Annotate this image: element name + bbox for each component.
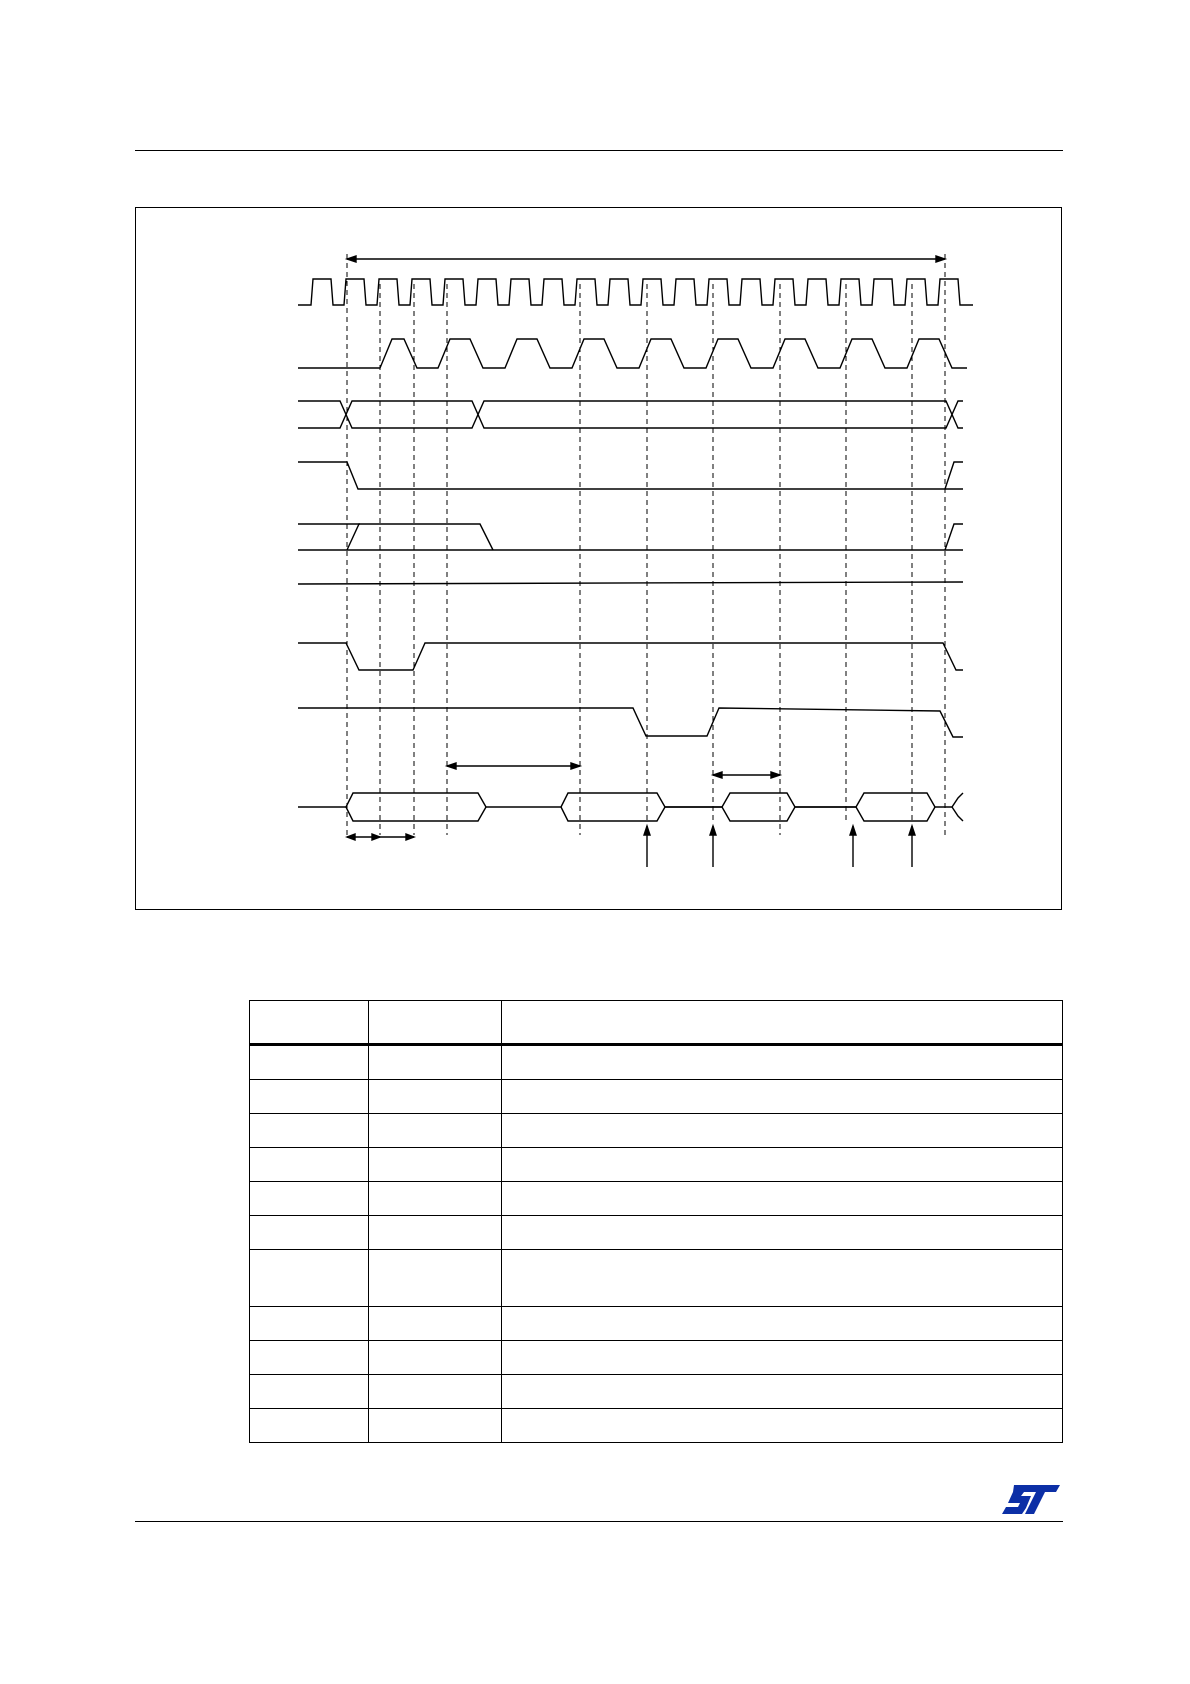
line-d-waveform [298,462,963,489]
table-cell [369,1409,502,1443]
table-header-cell [369,1001,502,1045]
clock-waveform [298,279,973,305]
table-row [250,1409,1063,1443]
table-cell [502,1409,1063,1443]
table-cell [369,1250,502,1307]
table-row [250,1182,1063,1216]
table-cell [369,1080,502,1114]
timing-diagram-figure [135,207,1062,910]
bit-span-arrow [713,772,780,778]
line-h-waveform [298,708,963,737]
header-rule [135,150,1063,151]
table-cell [369,1182,502,1216]
table-row [250,1114,1063,1148]
table-cell [250,1341,369,1375]
table-cell [502,1375,1063,1409]
table-cell [502,1045,1063,1080]
table-cell [250,1250,369,1307]
table-header-row [250,1001,1063,1045]
table-cell [502,1307,1063,1341]
table-header-cell [502,1001,1063,1045]
table-cell [502,1080,1063,1114]
bus-a-waveform [298,401,963,428]
table-cell [250,1080,369,1114]
table-row [250,1250,1063,1307]
table-cell [250,1148,369,1182]
table-cell [502,1341,1063,1375]
table-cell [250,1182,369,1216]
table-row [250,1080,1063,1114]
table-cell [250,1045,369,1080]
setup-span-arrow [447,763,580,769]
bus-data-waveform [298,793,963,821]
table-cell [250,1375,369,1409]
guide-lines [347,254,945,835]
table-cell [369,1216,502,1250]
table-cell [369,1375,502,1409]
table-cell [250,1409,369,1443]
timing-parameters-table [249,1000,1063,1443]
line-e-waveform [298,524,963,550]
st-logo-icon [1000,1483,1062,1517]
table-cell [369,1114,502,1148]
table-header-cell [250,1001,369,1045]
sample-arrows [644,826,915,867]
table-row [250,1148,1063,1182]
table-cell [369,1307,502,1341]
strobe-waveform [298,339,967,368]
table-cell [250,1216,369,1250]
table-cell [369,1148,502,1182]
table-cell [250,1307,369,1341]
table-row [250,1375,1063,1409]
line-f-waveform [298,582,963,584]
footer-rule [135,1521,1063,1522]
table-row [250,1216,1063,1250]
table-row [250,1307,1063,1341]
period-span-arrow [347,256,945,262]
line-g-waveform [298,643,963,670]
table-cell [502,1250,1063,1307]
table-cell [502,1216,1063,1250]
table-cell [502,1148,1063,1182]
table-cell [502,1182,1063,1216]
table-cell [369,1045,502,1080]
table-cell [250,1114,369,1148]
table-cell [369,1341,502,1375]
timing-diagram [136,208,1063,911]
table-row [250,1341,1063,1375]
table-row [250,1045,1063,1080]
table-cell [502,1114,1063,1148]
